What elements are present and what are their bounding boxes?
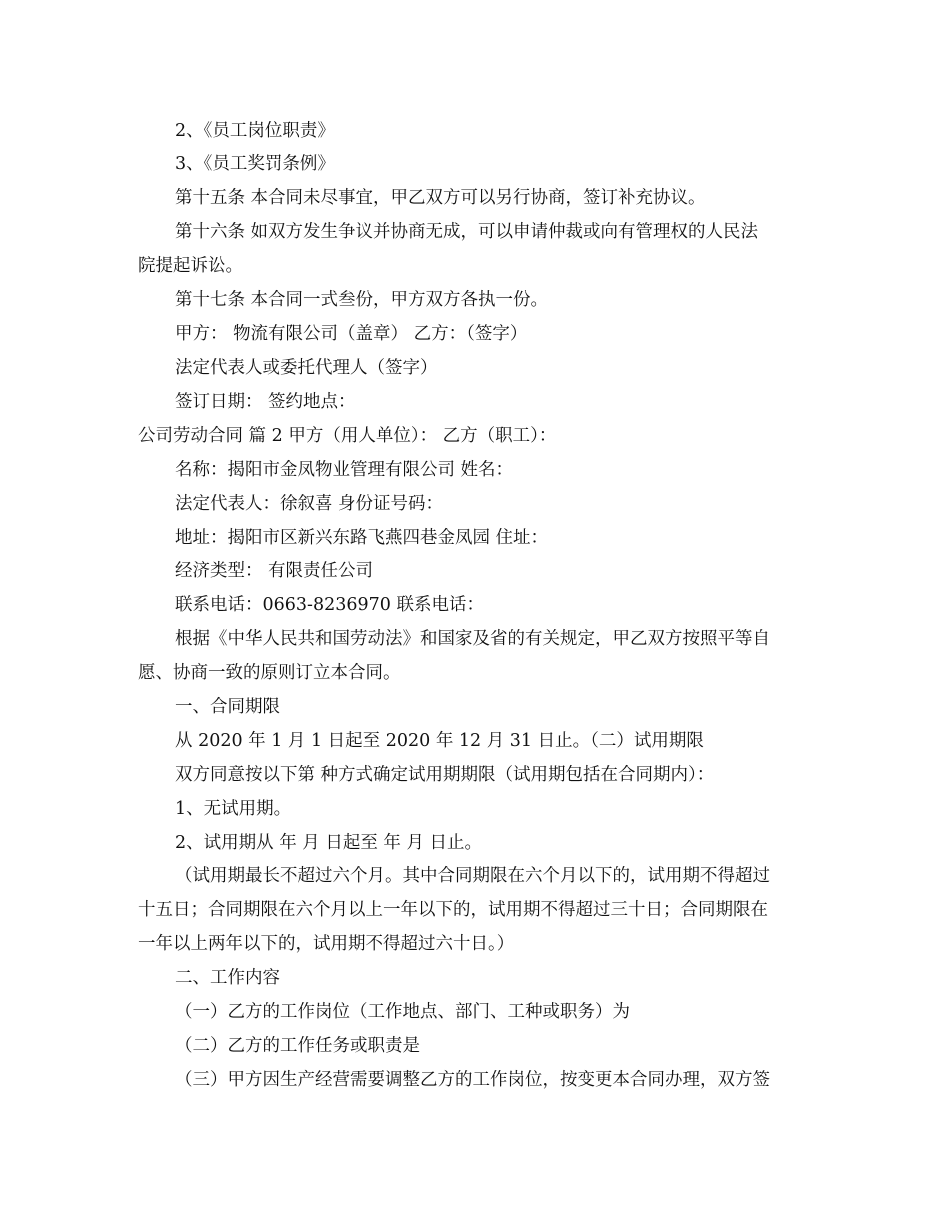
text-line: 法定代表人或委托代理人（签字） [175,358,438,378]
text-line: 院提起诉讼。 [138,256,243,276]
text-line: 第十七条 本合同一式叁份，甲方双方各执一份。 [175,290,549,310]
text-line: 联系电话：0663-8236970 联系电话： [175,595,484,615]
text-line: （试用期最长不超过六个月。其中合同期限在六个月以下的，试用期不得超过 [175,866,770,886]
text-line: 一、合同期限 [175,697,280,717]
text-line: 根据《中华人民共和国劳动法》和国家及省的有关规定，甲乙双方按照平等自 [175,629,770,649]
text-line: 十五日；合同期限在六个月以上一年以下的，试用期不得超过三十日；合同期限在 [138,900,768,920]
text-line: 1、无试用期。 [175,799,292,819]
section-heading: 公司劳动合同 篇 2 甲方（用人单位）： 乙方（职工）： [138,426,557,446]
text-line: 签订日期： 签约地点： [175,392,356,412]
text-line: 3、《员工奖罚条例》 [175,154,335,174]
text-line: （三）甲方因生产经营需要调整乙方的工作岗位，按变更本合同办理，双方签 [175,1070,770,1090]
text-line: 二、工作内容 [175,968,280,988]
text-line: 一年以上两年以下的，试用期不得超过六十日。） [138,934,515,954]
text-line: （一）乙方的工作岗位（工作地点、部门、工种或职务）为 [175,1002,630,1022]
text-line: 第十五条 本合同未尽事宜，甲乙双方可以另行协商，签订补充协议。 [175,188,706,208]
text-line: 从 2020 年 1 月 1 日起至 2020 年 12 月 31 日止。（二）试用期限 [175,731,704,751]
text-line: （二）乙方的工作任务或职责是 [175,1036,420,1056]
text-line: 2、《员工岗位职责》 [175,121,335,141]
text-line: 双方同意按以下第 种方式确定试用期期限（试用期包括在合同期内）： [175,765,715,785]
text-line: 地址：揭阳市区新兴东路飞燕四巷金凤园 住址： [175,528,549,548]
text-line: 法定代表人：徐叙喜 身份证号码： [175,494,444,514]
text-line: 甲方： 物流有限公司（盖章） 乙方：（签字） [175,324,528,344]
text-line: 经济类型： 有限责任公司 [175,561,374,581]
text-line: 愿、协商一致的原则订立本合同。 [138,663,401,683]
text-line: 第十六条 如双方发生争议并协商无成，可以申请仲裁或向有管理权的人民法 [175,222,759,242]
text-line: 名称：揭阳市金凤物业管理有限公司 姓名： [175,460,514,480]
text-line: 2、试用期从 年 月 日起至 年 月 日止。 [175,833,483,853]
